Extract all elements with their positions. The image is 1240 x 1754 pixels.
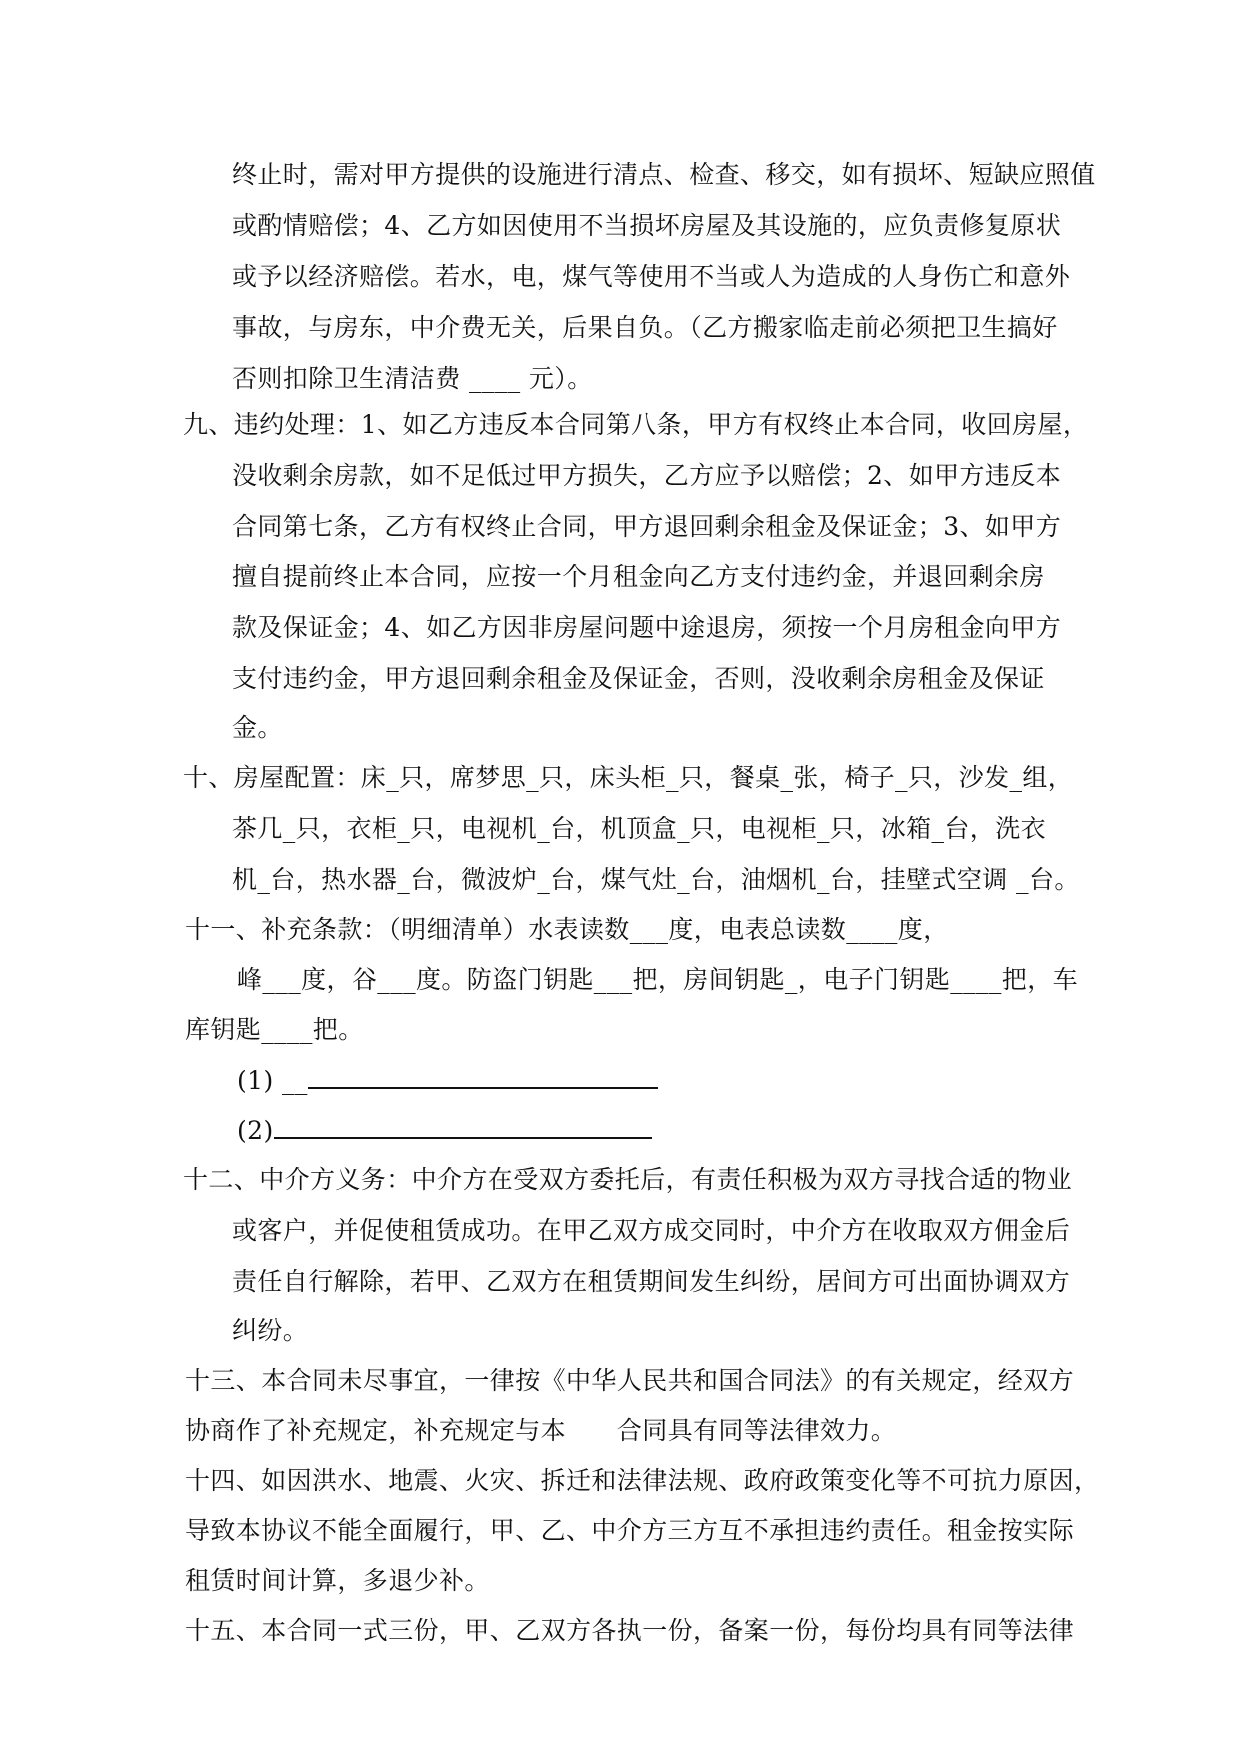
clause9-line-2: 没收剩余房款，如不足低过甲方损失，乙方应予以赔偿；2、如甲方违反本	[232, 461, 1062, 490]
clause8-line-1: 终止时，需对甲方提供的设施进行清点、检查、移交，如有损坏、短缺应照值	[232, 160, 1096, 189]
clause10-line-2: 茶几_只，衣柜_只，电视机_台，机顶盒_只，电视柜_只，冰箱_台，洗衣	[232, 814, 1047, 843]
clause9-line-5: 款及保证金；4、如乙方因非房屋问题中途退房，须按一个月房租金向甲方	[232, 613, 1062, 642]
clause10-line-3: 机_台，热水器_台，微波炉_台，煤气灶_台，油烟机_台，挂壁式空调 _台。	[232, 865, 1080, 894]
clause14-line-2: 导致本协议不能全面履行，甲、乙、中介方三方互不承担违约责任。租金按实际	[185, 1516, 1075, 1545]
clause8-line-4: 事故，与房东，中介费无关，后果自负。（乙方搬家临走前必须把卫生搞好	[232, 313, 1058, 342]
clause11-line-2: 峰___度，谷___度。防盗门钥匙___把，房间钥匙_，电子门钥匙____把，车	[237, 965, 1079, 994]
clause15-line-1: 十五、本合同一式三份，甲、乙双方各执一份，备案一份，每份均具有同等法律	[185, 1616, 1075, 1645]
clause9-line-7: 金。	[232, 713, 283, 742]
clause12-line-1: 十二、中介方义务：中介方在受双方委托后，有责任积极为双方寻找合适的物业	[183, 1165, 1073, 1194]
clause10-line-1: 十、房屋配置：床_只，席梦思_只，床头柜_只，餐桌_张，椅子_只，沙发_组，	[183, 763, 1074, 792]
clause9-line-4: 擅自提前终止本合同，应按一个月租金向乙方支付违约金，并退回剩余房	[232, 562, 1045, 591]
clause11-line-1: 十一、补充条款：（明细清单）水表读数___度，电表总读数____度，	[185, 915, 949, 944]
clause8-line-2: 或酌情赔偿；4、乙方如因使用不当损坏房屋及其设施的，应负责修复原状	[232, 211, 1062, 240]
clause14-line-1: 十四、如因洪水、地震、火灾、拆迁和法律法规、政府政策变化等不可抗力原因，	[185, 1466, 1100, 1495]
clause12-line-3: 责任自行解除，若甲、乙双方在租赁期间发生纠纷，居间方可出面协调双方	[232, 1267, 1071, 1296]
clause9-line-1: 九、违约处理：1、如乙方违反本合同第八条，甲方有权终止本合同，收回房屋，	[183, 410, 1089, 439]
clause13-line-1: 十三、本合同未尽事宜，一律按《中华人民共和国合同法》的有关规定，经双方	[185, 1366, 1075, 1395]
clause8-line-3: 或予以经济赔偿。若水，电，煤气等使用不当或人为造成的人身伤亡和意外	[232, 262, 1071, 291]
clause11-item-2	[237, 1115, 652, 1146]
clause11-item-2-blank	[274, 1115, 652, 1139]
clause11-item-2-label: (2)	[237, 1116, 274, 1145]
clause12-line-4: 纠纷。	[232, 1316, 309, 1345]
clause8-line-5: 否则扣除卫生清洁费 ____ 元）。	[232, 364, 593, 393]
clause13-line-2: 协商作了补充规定，补充规定与本 合同具有同等法律效力。	[185, 1416, 897, 1445]
clause14-line-3: 租赁时间计算，多退少补。	[185, 1566, 490, 1595]
clause11-item-1-blank	[308, 1065, 658, 1089]
clause11-item-1	[237, 1065, 658, 1096]
clause9-line-3: 合同第七条，乙方有权终止合同，甲方退回剩余租金及保证金；3、如甲方	[232, 512, 1062, 541]
clause12-line-2: 或客户，并促使租赁成功。在甲乙双方成交同时，中介方在收取双方佣金后	[232, 1216, 1071, 1245]
clause11-item-1-label: (1) __	[237, 1066, 308, 1095]
clause9-line-6: 支付违约金，甲方退回剩余租金及保证金，否则，没收剩余房租金及保证	[232, 664, 1045, 693]
clause11-line-3: 库钥匙____把。	[185, 1015, 364, 1044]
